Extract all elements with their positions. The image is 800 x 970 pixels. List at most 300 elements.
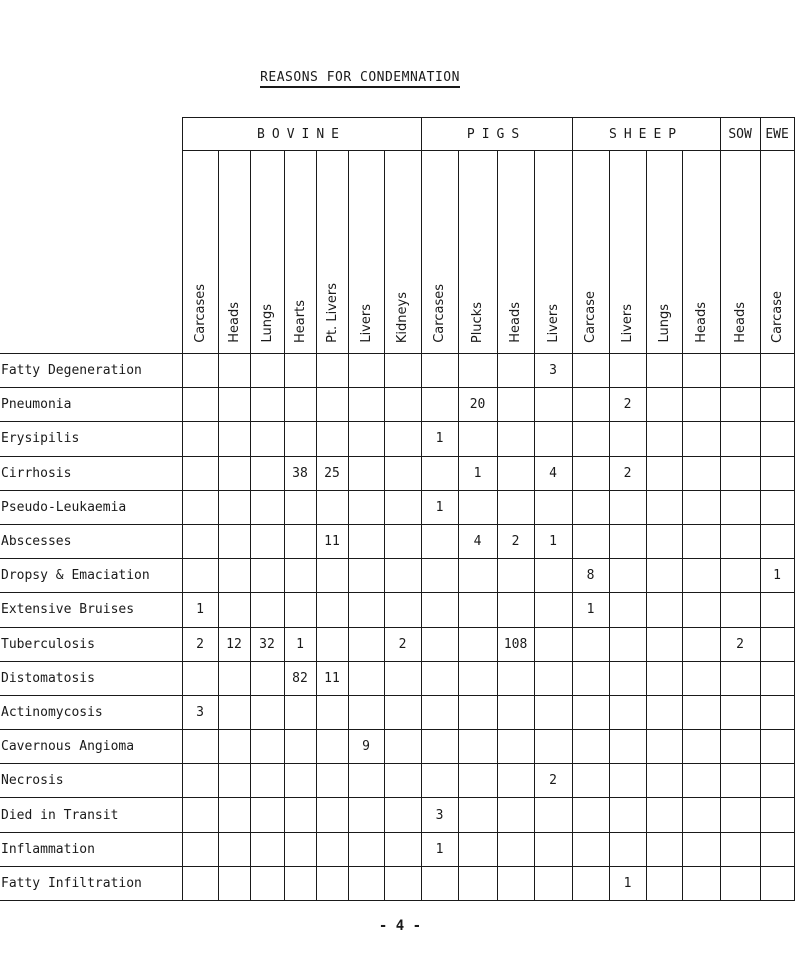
table-cell bbox=[609, 627, 646, 661]
table-cell bbox=[609, 422, 646, 456]
table-cell bbox=[497, 695, 534, 729]
column-header bbox=[458, 151, 497, 354]
table-cell bbox=[458, 661, 497, 695]
table-cell bbox=[534, 593, 572, 627]
table-cell bbox=[421, 730, 458, 764]
table-cell: 20 bbox=[458, 388, 497, 422]
table-cell bbox=[316, 354, 348, 388]
table-cell bbox=[646, 730, 682, 764]
table-cell bbox=[182, 524, 218, 558]
table-cell bbox=[284, 422, 316, 456]
table-cell bbox=[348, 524, 384, 558]
table-cell bbox=[458, 832, 497, 866]
table-cell: 1 bbox=[760, 559, 794, 593]
table-cell bbox=[384, 866, 421, 900]
table-cell bbox=[421, 695, 458, 729]
table-cell bbox=[534, 661, 572, 695]
table-cell bbox=[458, 559, 497, 593]
row-label: Cirrhosis bbox=[0, 456, 182, 490]
table-cell bbox=[646, 832, 682, 866]
table-cell: 2 bbox=[534, 764, 572, 798]
table-cell bbox=[458, 764, 497, 798]
table-cell: 3 bbox=[182, 695, 218, 729]
table-cell bbox=[316, 832, 348, 866]
table-cell bbox=[534, 695, 572, 729]
table-cell bbox=[760, 524, 794, 558]
table-cell bbox=[572, 832, 609, 866]
table-cell bbox=[348, 764, 384, 798]
table-cell bbox=[760, 627, 794, 661]
table-cell bbox=[458, 593, 497, 627]
table-cell: 1 bbox=[572, 593, 609, 627]
row-label: Distomatosis bbox=[0, 661, 182, 695]
table-cell bbox=[609, 832, 646, 866]
table-cell: 38 bbox=[284, 456, 316, 490]
table-cell bbox=[182, 832, 218, 866]
table-cell bbox=[720, 559, 760, 593]
table-cell bbox=[316, 695, 348, 729]
row-label: Fatty Degeneration bbox=[0, 354, 182, 388]
table-cell bbox=[218, 559, 250, 593]
table-cell: 2 bbox=[609, 456, 646, 490]
table-cell: 1 bbox=[421, 422, 458, 456]
table-cell: 1 bbox=[284, 627, 316, 661]
table-cell bbox=[646, 627, 682, 661]
column-header bbox=[284, 151, 316, 354]
table-cell bbox=[384, 798, 421, 832]
table-cell bbox=[646, 764, 682, 798]
table-cell bbox=[218, 456, 250, 490]
table-cell bbox=[284, 388, 316, 422]
table-cell: 108 bbox=[497, 627, 534, 661]
table-cell bbox=[218, 730, 250, 764]
table-cell bbox=[682, 422, 720, 456]
table-cell bbox=[572, 661, 609, 695]
table-cell: 2 bbox=[497, 524, 534, 558]
table-cell bbox=[218, 422, 250, 456]
table-cell bbox=[760, 730, 794, 764]
table-cell bbox=[682, 627, 720, 661]
table-cell bbox=[250, 524, 284, 558]
table-cell bbox=[720, 388, 760, 422]
table-cell bbox=[609, 695, 646, 729]
table-row bbox=[0, 354, 794, 388]
row-label: Dropsy & Emaciation bbox=[0, 559, 182, 593]
table-cell: 9 bbox=[348, 730, 384, 764]
table-row bbox=[0, 593, 794, 627]
table-cell bbox=[316, 866, 348, 900]
table-cell bbox=[534, 388, 572, 422]
table-cell bbox=[384, 695, 421, 729]
table-cell bbox=[682, 354, 720, 388]
table-cell: 32 bbox=[250, 627, 284, 661]
column-header bbox=[182, 151, 218, 354]
table-cell: 12 bbox=[218, 627, 250, 661]
column-header-label: Hearts bbox=[292, 300, 308, 343]
table-cell bbox=[682, 388, 720, 422]
table-cell bbox=[218, 798, 250, 832]
table-cell bbox=[182, 388, 218, 422]
table-cell bbox=[497, 559, 534, 593]
table-cell bbox=[682, 695, 720, 729]
table-cell: 3 bbox=[421, 798, 458, 832]
table-cell bbox=[534, 866, 572, 900]
table-cell bbox=[458, 798, 497, 832]
table-cell bbox=[497, 388, 534, 422]
table-cell bbox=[250, 695, 284, 729]
table-cell bbox=[316, 593, 348, 627]
table-cell bbox=[250, 866, 284, 900]
group-bovine: BOVINE bbox=[182, 118, 421, 151]
table-cell bbox=[497, 661, 534, 695]
table-cell bbox=[384, 764, 421, 798]
column-header bbox=[421, 151, 458, 354]
table-cell bbox=[534, 422, 572, 456]
table-cell bbox=[720, 866, 760, 900]
table-cell bbox=[421, 354, 458, 388]
table-cell bbox=[348, 627, 384, 661]
table-cell bbox=[682, 730, 720, 764]
table-row bbox=[0, 388, 794, 422]
table-cell bbox=[250, 422, 284, 456]
column-header-label: Heads bbox=[693, 302, 709, 343]
table-cell bbox=[646, 695, 682, 729]
table-cell bbox=[250, 832, 284, 866]
table-cell bbox=[421, 661, 458, 695]
table-cell bbox=[316, 798, 348, 832]
corner-cell bbox=[0, 118, 182, 354]
column-header bbox=[497, 151, 534, 354]
table-cell bbox=[720, 490, 760, 524]
table-cell bbox=[218, 661, 250, 695]
table-cell bbox=[384, 422, 421, 456]
table-cell bbox=[682, 661, 720, 695]
table-cell bbox=[534, 627, 572, 661]
table-cell: 8 bbox=[572, 559, 609, 593]
table-cell bbox=[760, 764, 794, 798]
table-cell: 1 bbox=[458, 456, 497, 490]
table-cell bbox=[250, 764, 284, 798]
table-row bbox=[0, 695, 794, 729]
table-cell bbox=[682, 524, 720, 558]
table-cell bbox=[720, 798, 760, 832]
table-cell bbox=[316, 730, 348, 764]
table-cell bbox=[646, 490, 682, 524]
table-cell bbox=[348, 422, 384, 456]
table-cell bbox=[421, 388, 458, 422]
column-header-label: Heads bbox=[732, 302, 748, 343]
page-number: - 4 - bbox=[378, 918, 422, 934]
table-cell bbox=[421, 559, 458, 593]
table-cell bbox=[218, 388, 250, 422]
table-cell bbox=[182, 456, 218, 490]
table-cell bbox=[182, 422, 218, 456]
table-row bbox=[0, 832, 794, 866]
table-cell: 11 bbox=[316, 524, 348, 558]
table-cell bbox=[284, 764, 316, 798]
table-cell bbox=[421, 866, 458, 900]
table-cell bbox=[720, 832, 760, 866]
table-cell bbox=[384, 388, 421, 422]
table-cell bbox=[348, 354, 384, 388]
table-cell: 11 bbox=[316, 661, 348, 695]
column-header-label: Heads bbox=[226, 302, 242, 343]
table-cell bbox=[497, 422, 534, 456]
column-header bbox=[646, 151, 682, 354]
table-cell bbox=[720, 524, 760, 558]
table-cell bbox=[646, 388, 682, 422]
table-cell bbox=[458, 490, 497, 524]
table-cell bbox=[458, 354, 497, 388]
table-cell bbox=[421, 524, 458, 558]
table-cell bbox=[497, 730, 534, 764]
table-cell bbox=[682, 593, 720, 627]
table-cell bbox=[421, 456, 458, 490]
table-cell bbox=[720, 730, 760, 764]
table-body bbox=[0, 354, 794, 901]
table-cell: 1 bbox=[421, 490, 458, 524]
table-cell bbox=[760, 456, 794, 490]
table-cell bbox=[384, 490, 421, 524]
column-header-label: Kidneys bbox=[395, 291, 411, 343]
table-cell bbox=[250, 456, 284, 490]
column-header-label: Carcases bbox=[192, 284, 208, 343]
row-label: Erysipilis bbox=[0, 422, 182, 456]
table-cell bbox=[182, 661, 218, 695]
table-row bbox=[0, 456, 794, 490]
column-header-label: Livers bbox=[545, 304, 561, 343]
table-cell bbox=[218, 832, 250, 866]
table-cell bbox=[609, 490, 646, 524]
table-cell bbox=[760, 695, 794, 729]
table-cell bbox=[284, 559, 316, 593]
table-cell bbox=[284, 866, 316, 900]
table-cell bbox=[609, 798, 646, 832]
table-cell bbox=[609, 524, 646, 558]
column-header-label: Lungs bbox=[656, 304, 672, 343]
table-cell bbox=[182, 490, 218, 524]
table-cell bbox=[284, 695, 316, 729]
table-cell bbox=[384, 730, 421, 764]
table-cell: 2 bbox=[609, 388, 646, 422]
table-cell bbox=[182, 866, 218, 900]
condemnation-table bbox=[0, 117, 795, 901]
table-cell bbox=[646, 798, 682, 832]
table-cell bbox=[497, 798, 534, 832]
table-cell bbox=[284, 832, 316, 866]
table-cell bbox=[720, 593, 760, 627]
table-cell bbox=[497, 354, 534, 388]
table-cell bbox=[348, 388, 384, 422]
table-cell bbox=[250, 730, 284, 764]
page-title: REASONS FOR CONDEMNATION bbox=[200, 70, 520, 85]
table-cell bbox=[646, 559, 682, 593]
table-cell bbox=[218, 354, 250, 388]
table-cell: 3 bbox=[534, 354, 572, 388]
table-row bbox=[0, 490, 794, 524]
column-header bbox=[534, 151, 572, 354]
table-cell bbox=[316, 490, 348, 524]
table-cell bbox=[534, 490, 572, 524]
column-header bbox=[218, 151, 250, 354]
table-cell bbox=[646, 661, 682, 695]
table-cell bbox=[760, 593, 794, 627]
column-header-label: Pt. Livers bbox=[324, 283, 340, 343]
table-cell bbox=[384, 524, 421, 558]
column-header bbox=[760, 151, 794, 354]
table-cell bbox=[348, 661, 384, 695]
table-cell bbox=[497, 832, 534, 866]
table-cell bbox=[421, 627, 458, 661]
column-header bbox=[682, 151, 720, 354]
column-header-label: Plucks bbox=[470, 301, 486, 343]
column-header bbox=[572, 151, 609, 354]
table-cell bbox=[458, 422, 497, 456]
table-cell bbox=[646, 593, 682, 627]
column-header-label: Heads bbox=[508, 302, 524, 343]
table-cell: 25 bbox=[316, 456, 348, 490]
table-cell bbox=[534, 832, 572, 866]
row-label: Cavernous Angioma bbox=[0, 730, 182, 764]
table-cell: 1 bbox=[609, 866, 646, 900]
table-cell bbox=[572, 490, 609, 524]
column-header bbox=[384, 151, 421, 354]
table-cell bbox=[182, 354, 218, 388]
column-header bbox=[609, 151, 646, 354]
table-row bbox=[0, 866, 794, 900]
table-row bbox=[0, 798, 794, 832]
table-cell bbox=[218, 490, 250, 524]
table-cell bbox=[284, 593, 316, 627]
table-cell bbox=[572, 456, 609, 490]
table-cell bbox=[760, 354, 794, 388]
table-cell: 2 bbox=[182, 627, 218, 661]
table-cell bbox=[250, 661, 284, 695]
table-cell bbox=[348, 490, 384, 524]
table-cell bbox=[497, 866, 534, 900]
column-header-label: Lungs bbox=[259, 304, 275, 343]
table-cell bbox=[316, 422, 348, 456]
table-cell bbox=[720, 764, 760, 798]
table-cell bbox=[384, 832, 421, 866]
table-cell bbox=[384, 354, 421, 388]
table-cell bbox=[720, 661, 760, 695]
table-cell bbox=[250, 490, 284, 524]
table-cell bbox=[534, 730, 572, 764]
table-cell bbox=[458, 627, 497, 661]
column-header bbox=[348, 151, 384, 354]
table-cell bbox=[218, 524, 250, 558]
table-cell bbox=[760, 832, 794, 866]
table-cell bbox=[316, 627, 348, 661]
table-cell bbox=[182, 559, 218, 593]
group-pigs: PIGS bbox=[421, 118, 572, 151]
table-cell bbox=[682, 490, 720, 524]
table-cell: 4 bbox=[534, 456, 572, 490]
table-cell bbox=[458, 866, 497, 900]
table-cell bbox=[760, 388, 794, 422]
table-cell bbox=[572, 627, 609, 661]
table-cell bbox=[250, 593, 284, 627]
table-cell bbox=[572, 354, 609, 388]
table-row bbox=[0, 764, 794, 798]
table-cell bbox=[720, 695, 760, 729]
row-label: Necrosis bbox=[0, 764, 182, 798]
table-cell bbox=[348, 798, 384, 832]
table-cell bbox=[421, 764, 458, 798]
table-row bbox=[0, 730, 794, 764]
table-cell bbox=[572, 524, 609, 558]
table-cell bbox=[284, 798, 316, 832]
row-label: Died in Transit bbox=[0, 798, 182, 832]
table-cell bbox=[348, 695, 384, 729]
table-cell bbox=[218, 866, 250, 900]
table-cell bbox=[284, 354, 316, 388]
table-cell bbox=[646, 422, 682, 456]
row-label: Pseudo-Leukaemia bbox=[0, 490, 182, 524]
table-cell bbox=[646, 456, 682, 490]
table-cell: 2 bbox=[720, 627, 760, 661]
table-cell bbox=[572, 730, 609, 764]
group-ewe: EWE bbox=[760, 118, 794, 151]
table-cell bbox=[609, 730, 646, 764]
column-header bbox=[250, 151, 284, 354]
table-cell: 1 bbox=[534, 524, 572, 558]
table-cell bbox=[497, 593, 534, 627]
table-cell bbox=[609, 559, 646, 593]
table-cell bbox=[682, 866, 720, 900]
row-label: Actinomycosis bbox=[0, 695, 182, 729]
column-header-label: Livers bbox=[358, 304, 374, 343]
table-cell bbox=[458, 695, 497, 729]
table-cell bbox=[682, 559, 720, 593]
table-cell bbox=[284, 490, 316, 524]
table-cell bbox=[348, 832, 384, 866]
table-cell bbox=[572, 422, 609, 456]
table-cell bbox=[572, 764, 609, 798]
table-cell: 4 bbox=[458, 524, 497, 558]
table-cell bbox=[384, 456, 421, 490]
table-cell bbox=[534, 559, 572, 593]
table-cell: 1 bbox=[182, 593, 218, 627]
table-cell bbox=[348, 456, 384, 490]
table-cell bbox=[497, 490, 534, 524]
table-cell bbox=[182, 730, 218, 764]
table-cell bbox=[218, 764, 250, 798]
table-cell: 1 bbox=[421, 832, 458, 866]
table-cell bbox=[316, 764, 348, 798]
table-cell bbox=[316, 559, 348, 593]
table-cell bbox=[572, 798, 609, 832]
row-label: Fatty Infiltration bbox=[0, 866, 182, 900]
table-row bbox=[0, 524, 794, 558]
table-row bbox=[0, 422, 794, 456]
table-row bbox=[0, 661, 794, 695]
column-header-label: Carcase bbox=[769, 291, 785, 343]
table-cell bbox=[682, 798, 720, 832]
column-header-label: Carcases bbox=[432, 284, 448, 343]
table-cell bbox=[720, 422, 760, 456]
group-sow: SOW bbox=[720, 118, 760, 151]
table-cell bbox=[646, 354, 682, 388]
column-header-label: Livers bbox=[620, 304, 636, 343]
table-cell bbox=[421, 593, 458, 627]
table-cell bbox=[760, 798, 794, 832]
table-cell bbox=[218, 695, 250, 729]
table-cell bbox=[250, 798, 284, 832]
row-label: Abscesses bbox=[0, 524, 182, 558]
table-cell bbox=[316, 388, 348, 422]
